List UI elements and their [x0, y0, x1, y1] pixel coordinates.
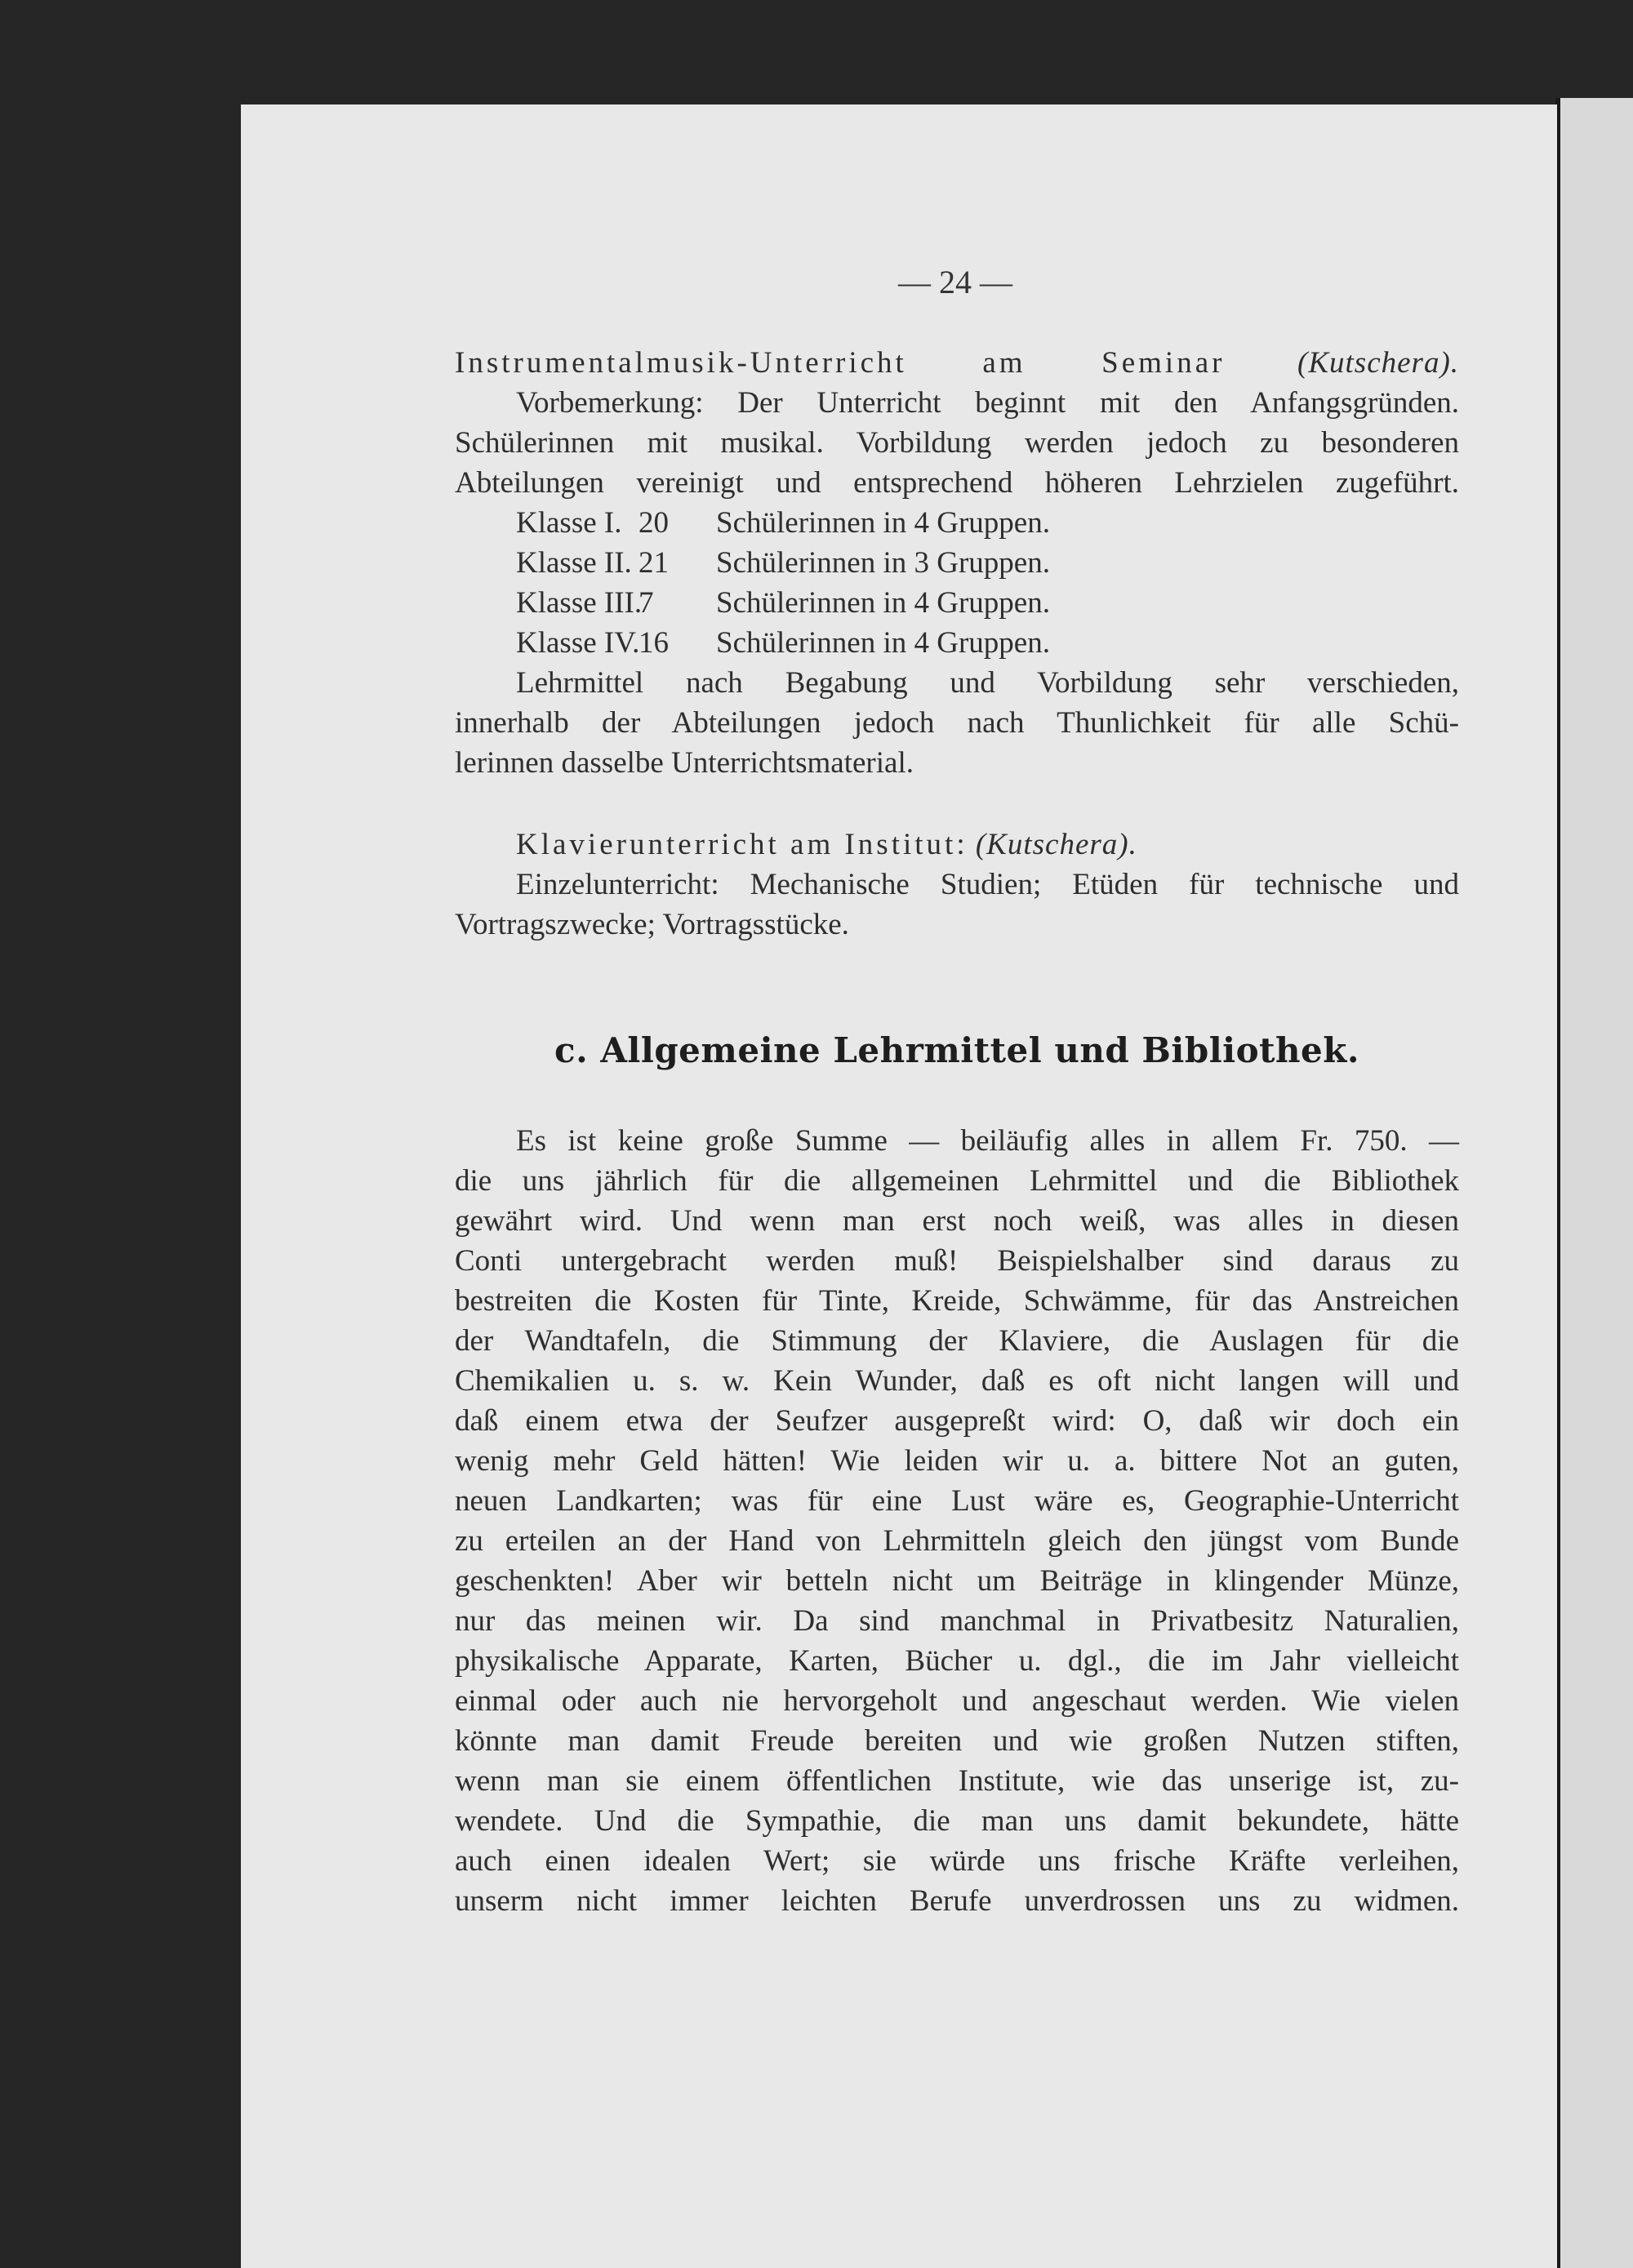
text-line: Abteilungen vereinigt und entsprechend höheren Lehrzielen zugeführt.	[455, 466, 1459, 500]
lehrmittel-section	[455, 1121, 1459, 1921]
text-line: innerhalb der Abteilungen jedoch nach Thunlichkeit für alle Schü-	[455, 706, 1459, 740]
text-line: zu erteilen an der Hand von Lehrmitteln gleich den jüngst vom Bunde	[455, 1524, 1459, 1558]
text-line: Chemikalien u. s. w. Kein Wunder, daß es oft nicht langen will und	[455, 1364, 1459, 1398]
text-line: Vortragszwecke; Vortragsstücke.	[455, 908, 849, 941]
section-heading-instrumental: Instrumentalmusik-Unterricht am Seminar (Kutschera).	[455, 346, 1460, 380]
text-line: könnte man damit Freude bereiten und wie großen Nutzen stiften,	[455, 1724, 1459, 1758]
text-line: bestreiten die Kosten für Tinte, Kreide, Schwämme, für das Anstreichen	[455, 1284, 1459, 1318]
klasse-row: Klasse I. 20 Schülerinnen in 4 Gruppen.	[516, 506, 1050, 540]
section-heading-lehrmittel: c. Allgemeine Lehrmittel und Bibliothek.	[554, 1030, 1359, 1070]
klasse-row: Klasse II. 21 Schülerinnen in 3 Gruppen.	[516, 546, 1050, 580]
text-line: nur das meinen wir. Da sind manchmal in Privatbesitz Naturalien,	[455, 1604, 1459, 1638]
text-line: Es ist keine große Summe — beiläufig alles in allem Fr. 750. —	[516, 1124, 1459, 1158]
text-line: die uns jährlich für die allgemeinen Lehrmittel und die Bibliothek	[455, 1164, 1459, 1198]
text-line: der Wandtafeln, die Stimmung der Klaviere, die Auslagen für die	[455, 1324, 1459, 1358]
text-line: lerinnen dasselbe Unterrichtsmaterial.	[455, 746, 914, 780]
text-line: wenn man sie einem öffentlichen Institute, wie das unserige ist, zu-	[455, 1764, 1459, 1798]
text-line: wenig mehr Geld hätten! Wie leiden wir u. a. bittere Not an guten,	[455, 1444, 1459, 1478]
klavier-section	[455, 825, 1459, 945]
text-line: neuen Landkarten; was für eine Lust wäre es, Geographie-Unterricht	[455, 1484, 1459, 1518]
text-line: Vorbemerkung: Der Unterricht beginnt mit den Anfangsgründen.	[516, 386, 1459, 420]
text-line: unserm nicht immer leichten Berufe unverdrossen uns zu widmen.	[455, 1884, 1459, 1918]
text-line: Conti untergebracht werden muß! Beispielshalber sind daraus zu	[455, 1244, 1459, 1278]
text-line: daß einem etwa der Seufzer ausgepreßt wird: O, daß wir doch ein	[455, 1404, 1459, 1438]
text-line: wendete. Und die Sympathie, die man uns damit bekundete, hätte	[455, 1804, 1459, 1838]
text-line: Schülerinnen mit musikal. Vorbildung werden jedoch zu besonderen	[455, 426, 1459, 460]
text-line: auch einen idealen Wert; sie würde uns frische Kräfte verleihen,	[455, 1844, 1459, 1878]
page-number: — 24 —	[898, 264, 1012, 300]
klasse-row: Klasse IV.16 Schülerinnen in 4 Gruppen.	[516, 626, 1050, 660]
facing-page-edge	[1555, 98, 1633, 2268]
text-line: Lehrmittel nach Begabung und Vorbildung sehr verschieden,	[516, 666, 1459, 700]
text-line: Einzelunterricht: Mechanische Studien; Etüden für technische und	[516, 868, 1459, 901]
text-line: gewährt wird. Und wenn man erst noch weiß, was alles in diesen	[455, 1204, 1459, 1238]
text-line: physikalische Apparate, Karten, Bücher u. dgl., die im Jahr vielleicht	[455, 1644, 1459, 1678]
klasse-row: Klasse III.7 Schülerinnen in 4 Gruppen.	[516, 586, 1050, 620]
text-line: einmal oder auch nie hervorgeholt und angeschaut werden. Wie vielen	[455, 1684, 1459, 1718]
section-heading-klavier: Klavierunterricht am Institut: (Kutschera).	[516, 828, 1137, 861]
instrumental-section	[455, 343, 1459, 783]
text-line: geschenkten! Aber wir betteln nicht um Beiträge in klingender Münze,	[455, 1564, 1459, 1598]
